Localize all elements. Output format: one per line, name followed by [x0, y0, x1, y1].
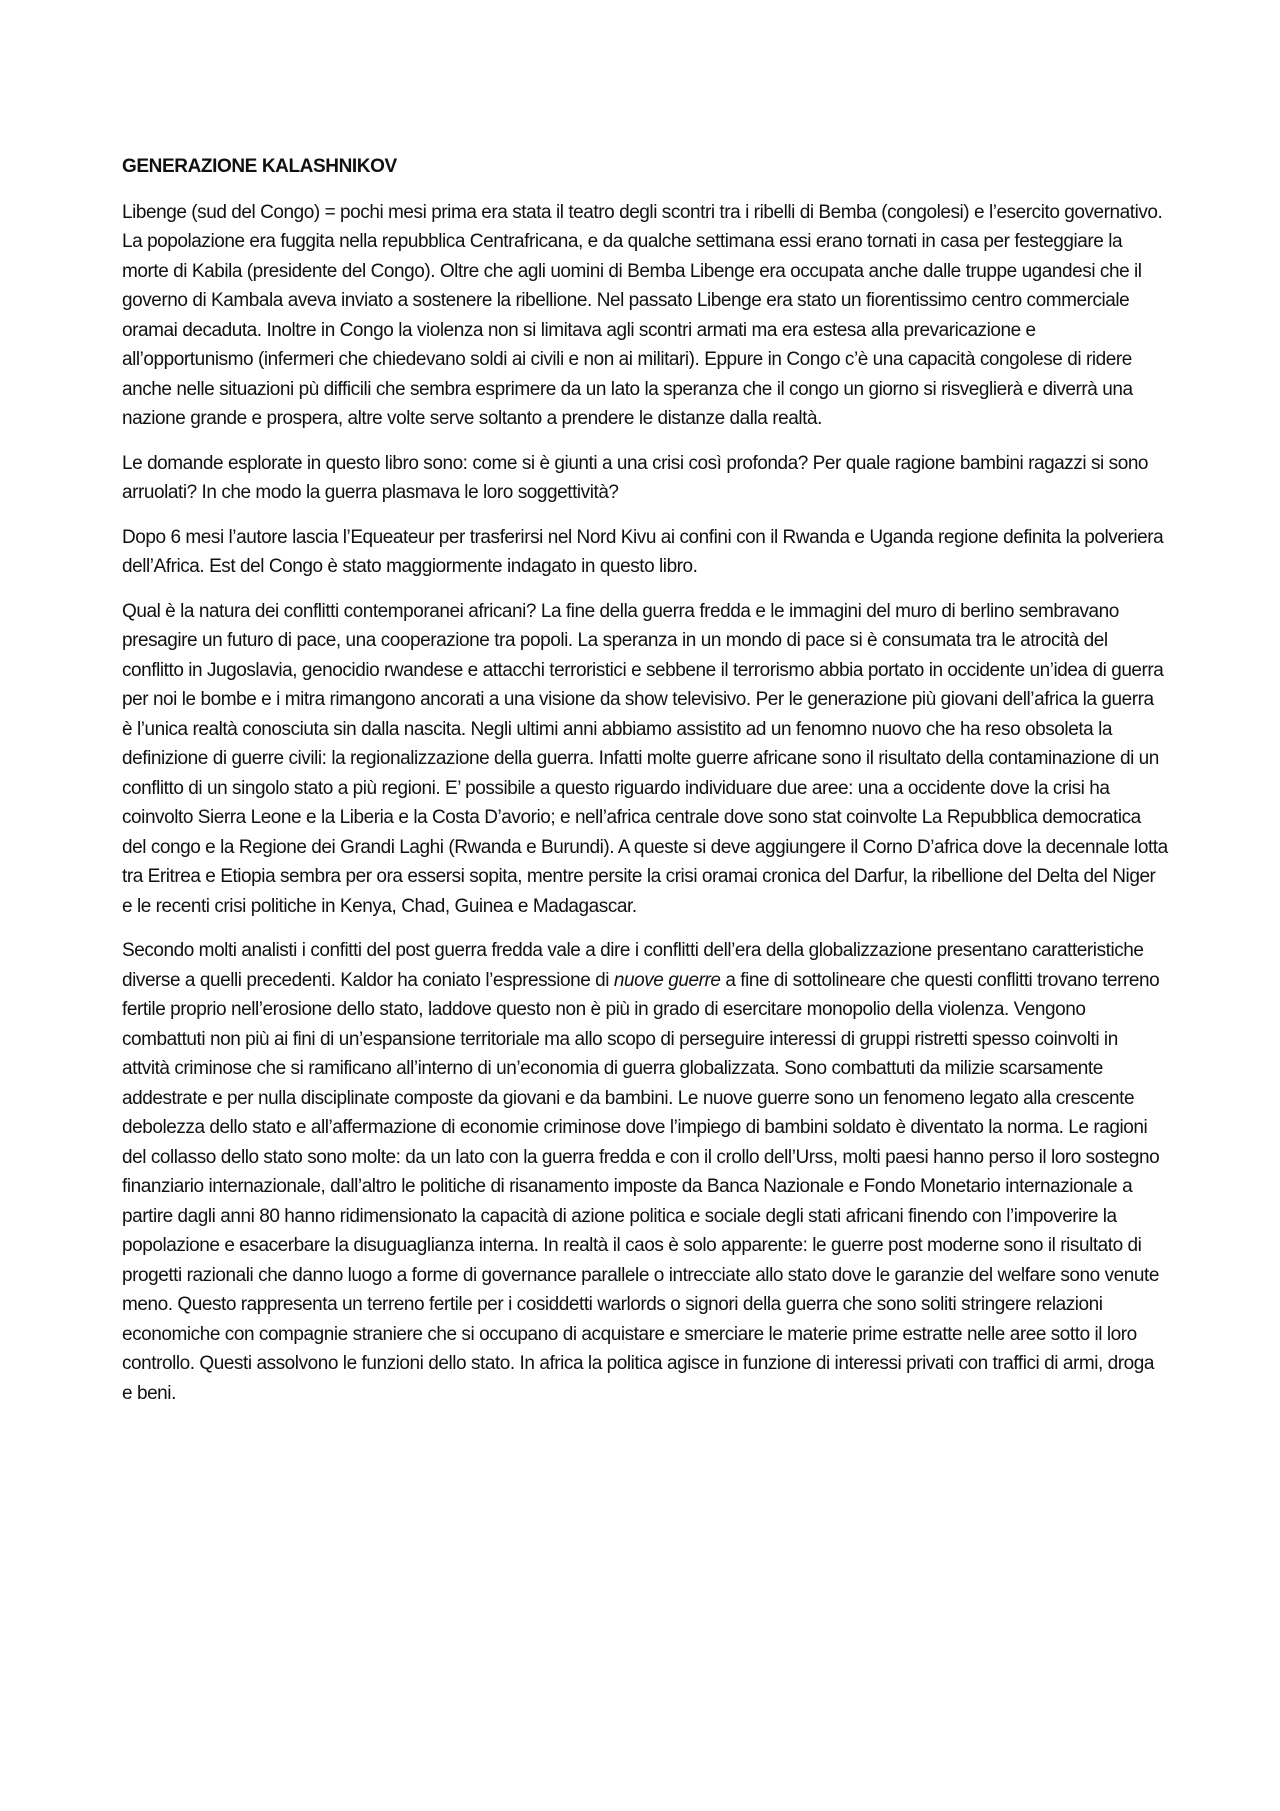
paragraph-libenge: Libenge (sud del Congo) = pochi mesi prima era stata il teatro degli scontri tra i ribelli di Bemba (congolesi) e l’esercito governativo. La popolazione era fuggita nella repubblica Centrafricana, e da qualche settimana essi erano tornati in casa per festeggiare la morte di Kabila (presidente del Congo). Oltre che agli uomini di Bemba Libenge era occupata anche dalle truppe ugandesi che il governo di Kambala aveva inviato a sostenere la ribellione. Nel passato Libenge era stato un fiorentissimo centro commerciale oramai decaduta. Inoltre in Congo la violenza non si limitava agli scontri armati ma era estesa alla prevaricazione e all’opportunismo (infermeri che chiedevano soldi ai civili e non ai militari). Eppure in Congo c’è una capacità congolese di ridere anche nelle situazioni pù difficili che sembra esprimere da un lato la speranza che il congo un giorno si risveglierà e diverrà una nazione grande e prospera, altre volte serve soltanto a prendere le distanze dalla realtà.: [122, 201, 1163, 429]
new-wars-italic-term: nuove guerre: [613, 969, 721, 991]
new-wars-text-start: Secondo molti analisti i confitti del post guerra fredda vale a dire i conflitti dell’era della globalizzazione presentano caratteristiche diverse a quelli precedenti. Kaldor ha coniato l’espressione di: [122, 940, 1144, 991]
paragraph-new-wars: [122, 936, 1168, 1408]
paragraph-conflicts-nature: Qual è la natura dei conflitti contemporanei africani? La fine della guerra fredda e le immagini del muro di berlino sembravano presagire un futuro di pace, una cooperazione tra popoli. La speranza in un mondo di pace si è consumata tra le atrocità del conflitto in Jugoslavia, genocidio rwandese e attacchi terroristici e sebbene il terrorismo abbia portato in occidente un’idea di guerra per noi le bombe e i mitra rimangono ancorati a una visione da show televisivo. Per le generazione più giovani dell’africa la guerra è l’unica realtà conosciuta sin dalla nascita. Negli ultimi anni abbiamo assistito ad un fenomno nuovo che ha reso obsoleta la definizione di guerre civili: la regionalizzazione della guerra. Infatti molte guerre africane sono il risultato della contaminazione di un conflitto di un singolo stato a più regioni. E’ possibile a questo riguardo individuare due aree: una a occidente dove la crisi ha coinvolto Sierra Leone e la Liberia e la Costa D’avorio; e nell’africa centrale dove sono stat coinvolte La Repubblica democratica del congo e la Regione dei Grandi Laghi (Rwanda e Burundi). A queste si deve aggiungere il Corno D’africa dove la decennale lotta tra Eritrea e Etiopia sembra per ora essersi sopita, mentre persite la crisi oramai cronica del Darfur, la ribellione del Delta del Niger e le recenti crisi politiche in Kenya, Chad, Guinea e Madagascar.: [122, 600, 1168, 917]
paragraph-nord-kivu: Dopo 6 mesi l’autore lascia l’Equeateur per trasferirsi nel Nord Kivu ai confini con il Rwanda e Uganda regione definita la polveriera dell’Africa. Est del Congo è stato maggiormente indagato in questo libro.: [122, 526, 1164, 577]
new-wars-text-end: a fine di sottolineare che questi conflitti trovano terreno fertile proprio nell’erosione dello stato, laddove questo non è più in grado di esercitare monopolio della violenza. Vengono combattuti non più ai fini di un’espansione territoriale ma allo scopo di perseguire interessi di gruppi ristretti spesso coinvolti in attvità criminose che si ramificano all’interno di un’economia di guerra globalizzata. Sono combattuti da milizie scarsamente addestrate e per nulla disciplinate composte da giovani e da bambini. Le nuove guerre sono un fenomeno legato alla crescente debolezza dello stato e all’affermazione di economie criminose dove l’impiego di bambini soldato è diventato la norma. Le ragioni del collasso dello stato sono molte: da un lato con la guerra fredda e con il crollo dell’Urss, molti paesi hanno perso il loro sostegno finanziario internazionale, dall’altro le politiche di risanamento imposte da Banca Nazionale e Fondo Monetario internazionale a partire dagli anni 80 hanno ridimensionato la capacità di azione politica e sociale degli stati africani finendo con l’impoverire la popolazione e esacerbare la disuguaglianza interna. In realtà il caos è solo apparente: le guerre post moderne sono il risultato di progetti razionali che danno luogo a forme di governance parallele o intrecciate allo stato dove le garanzie del welfare sono venute meno. Questo rappresenta un terreno fertile per i cosiddetti warlords o signori della guerra che sono soliti stringere relazioni economiche con compagnie straniere che si occupano di acquistare e smerciare le materie prime estratte nelle aree sotto il loro controllo. Questi assolvono le funzioni dello stato. In africa la politica agisce in funzione di interessi privati con traffici di armi, droga e beni.: [122, 969, 1160, 1404]
document-title: GENERAZIONE KALASHNIKOV: [122, 156, 397, 177]
document-body: [122, 152, 1168, 1423]
paragraph-questions: Le domande esplorate in questo libro sono: come si è giunti a una crisi così profonda? Per quale ragione bambini ragazzi si sono arruolati? In che modo la guerra plasmava le loro soggettività?: [122, 452, 1149, 503]
